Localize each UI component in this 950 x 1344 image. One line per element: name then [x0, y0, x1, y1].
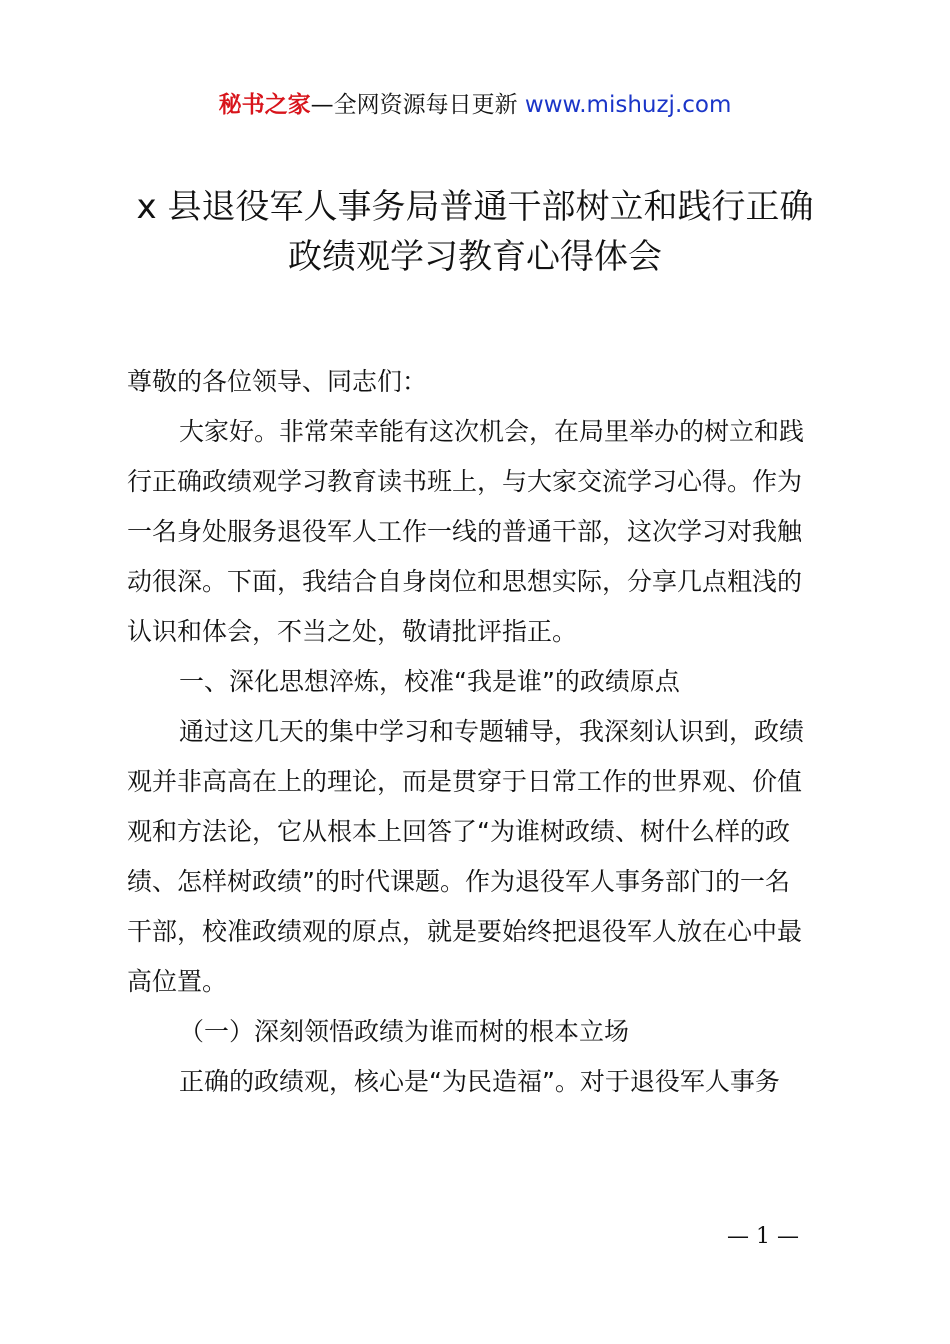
title-line-2: 政绩观学习教育心得体会	[288, 237, 662, 277]
salutation: 尊敬的各位领导、同志们：	[127, 367, 428, 396]
brand-name: 秘书之家	[218, 92, 311, 118]
subsection-heading: （一）深刻领悟政绩为谁而树的根本立场	[179, 1017, 630, 1046]
banner-tagline: —全网资源每日更新	[310, 92, 518, 118]
paragraph-line: 绩、怎样树政绩”的时代课题。作为退役军人事务部门的一名	[127, 867, 790, 896]
paragraph-line: 观并非高高在上的理论，而是贯穿于日常工作的世界观、价值	[127, 767, 803, 796]
paragraph-line: 高位置。	[127, 967, 228, 996]
title-line-1: x 县退役军人事务局普通干部树立和践行正确	[136, 187, 814, 227]
paragraph-line: 通过这几天的集中学习和专题辅导，我深刻认识到，政绩	[179, 717, 805, 746]
site-url-link[interactable]: www.mishuzj.com	[524, 92, 732, 118]
site-banner	[0, 88, 950, 122]
section-heading: 一、深化思想淬炼，校准“我是谁”的政绩原点	[179, 667, 680, 696]
document-body	[127, 357, 835, 1107]
paragraph-line: 一名身处服务退役军人工作一线的普通干部，这次学习对我触	[127, 517, 803, 546]
paragraph-line: 观和方法论，它从根本上回答了“为谁树政绩、树什么样的政	[127, 817, 790, 846]
document-title	[100, 182, 850, 282]
paragraph-line: 行正确政绩观学习教育读书班上，与大家交流学习心得。作为	[127, 467, 803, 496]
page-number: — 1 —	[727, 1224, 799, 1249]
paragraph-line: 认识和体会，不当之处，敬请批评指正。	[127, 617, 578, 646]
paragraph-line: 大家好。非常荣幸能有这次机会，在局里举办的树立和践	[179, 417, 805, 446]
paragraph-line: 干部，校准政绩观的原点，就是要始终把退役军人放在心中最	[127, 917, 803, 946]
paragraph-line: 动很深。下面，我结合自身岗位和思想实际，分享几点粗浅的	[127, 567, 803, 596]
paragraph-line: 正确的政绩观，核心是“为民造福”。对于退役军人事务	[179, 1067, 780, 1096]
